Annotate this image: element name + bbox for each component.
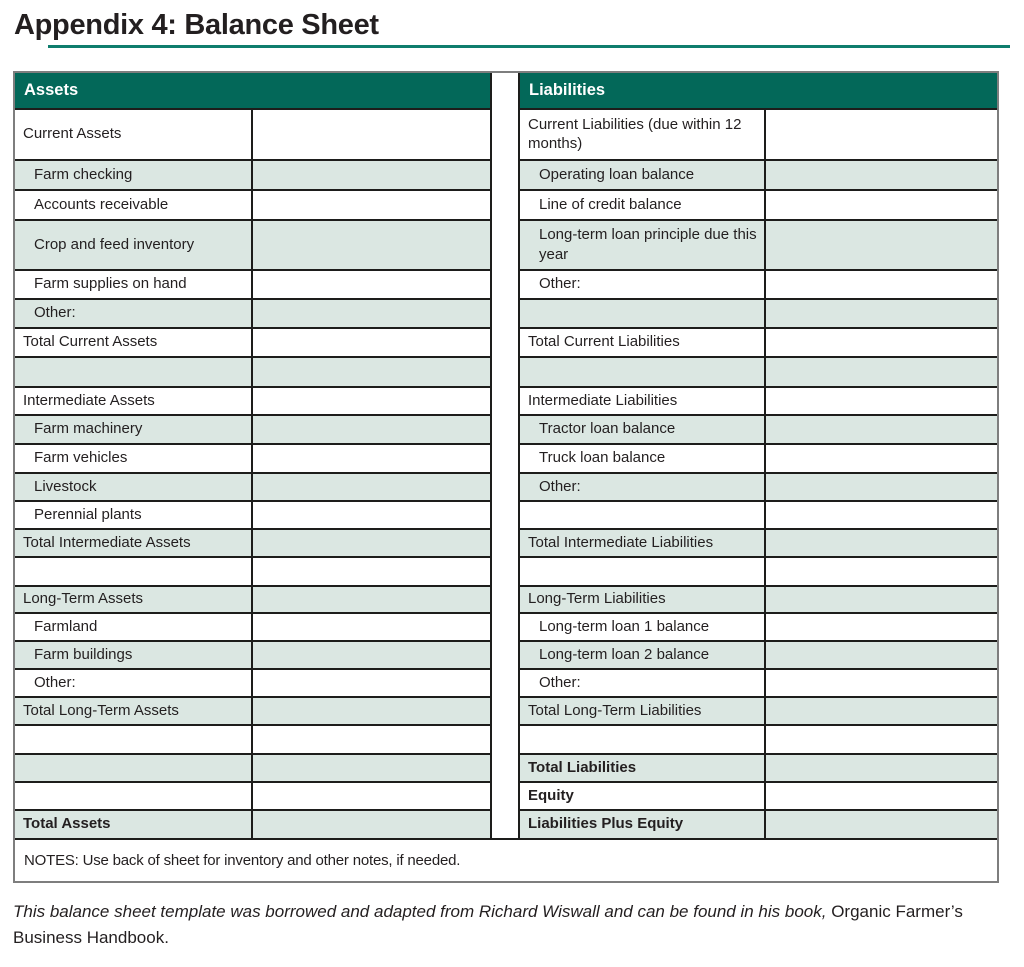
row-value-cell [766,558,997,585]
table-row [15,640,490,668]
table-row [520,159,997,189]
row-label: Total Long-Term Assets [15,698,253,724]
row-label: Total Intermediate Liabilities [520,530,766,556]
table-row [15,585,490,612]
row-value-cell [766,329,997,356]
row-value-cell [766,416,997,443]
table-row [520,556,997,585]
footer-attribution [13,899,1011,952]
liabilities-table [518,73,997,838]
row-label: Long-term loan 1 balance [520,614,766,640]
row-label [15,755,253,781]
notes-text: NOTES: Use back of sheet for inventory and other notes, if needed. [24,851,461,869]
table-row [520,414,997,443]
row-value-cell [766,698,997,724]
table-row [520,356,997,386]
table-row [520,781,997,809]
table-row [15,159,490,189]
table-row [15,472,490,500]
footer-book-title: Organic Farmer’s Business Handbook. [13,901,963,947]
table-row [15,269,490,298]
page-title: Appendix 4: Balance Sheet [14,9,379,41]
table-row [520,724,997,753]
table-row [15,809,490,838]
row-label: Accounts receivable [15,191,253,219]
row-value-cell [253,388,490,414]
row-value-cell [253,558,490,585]
row-value-cell [253,329,490,356]
row-label: Line of credit balance [520,191,766,219]
row-label: Total Current Assets [15,329,253,356]
row-label: Current Assets [15,110,253,159]
row-value-cell [253,811,490,838]
row-value-cell [253,358,490,386]
table-row [520,327,997,356]
row-value-cell [253,191,490,219]
table-row [520,386,997,414]
table-row [15,668,490,696]
row-value-cell [766,300,997,327]
balance-sheet-frame [13,71,999,883]
row-value-cell [253,161,490,189]
row-label: Truck loan balance [520,445,766,472]
row-value-cell [766,502,997,528]
table-row [15,781,490,809]
row-value-cell [766,221,997,269]
row-label [520,358,766,386]
row-label [15,726,253,753]
row-value-cell [766,191,997,219]
row-value-cell [253,474,490,500]
table-row [15,528,490,556]
row-label: Other: [15,300,253,327]
footer-italic-text: This balance sheet template was borrowed and adapted from Richard Wiswall and can be found in his book, [13,901,832,921]
table-row [15,108,490,159]
row-value-cell [766,783,997,809]
row-label: Farmland [15,614,253,640]
table-row [520,219,997,269]
table-row [15,724,490,753]
row-label [15,358,253,386]
row-value-cell [766,474,997,500]
assets-header-band: Assets [15,73,490,108]
row-label [15,783,253,809]
row-label [520,300,766,327]
row-value-cell [766,726,997,753]
table-row [15,556,490,585]
row-value-cell [253,587,490,612]
table-row [520,108,997,159]
row-label: Perennial plants [15,502,253,528]
row-label: Other: [520,474,766,500]
table-row [15,356,490,386]
row-value-cell [766,614,997,640]
table-row [15,696,490,724]
row-value-cell [253,530,490,556]
row-value-cell [253,642,490,668]
row-label: Total Current Liabilities [520,329,766,356]
notes-row [15,838,997,881]
row-label [520,726,766,753]
table-row [15,612,490,640]
row-value-cell [253,271,490,298]
table-gap [492,73,518,838]
row-label: Current Liabilities (due within 12 months) [520,110,766,159]
table-row [15,219,490,269]
table-row [15,298,490,327]
row-label: Farm buildings [15,642,253,668]
row-label: Farm supplies on hand [15,271,253,298]
row-value-cell [253,614,490,640]
row-label: Intermediate Liabilities [520,388,766,414]
row-label: Farm checking [15,161,253,189]
row-value-cell [766,388,997,414]
table-row [520,298,997,327]
row-value-cell [253,300,490,327]
row-value-cell [253,698,490,724]
table-row [15,443,490,472]
row-label: Farm vehicles [15,445,253,472]
table-row [520,500,997,528]
table-row [15,327,490,356]
row-label: Crop and feed inventory [15,221,253,269]
row-label: Livestock [15,474,253,500]
tables-container [15,73,997,838]
row-label: Long-Term Liabilities [520,587,766,612]
row-label: Operating loan balance [520,161,766,189]
row-label: Tractor loan balance [520,416,766,443]
row-value-cell [766,110,997,159]
row-label: Total Long-Term Liabilities [520,698,766,724]
table-row [520,443,997,472]
table-row [520,753,997,781]
title-rule [48,45,1010,48]
table-row [15,189,490,219]
row-label [15,558,253,585]
row-value-cell [766,445,997,472]
row-label: Total Assets [15,811,253,838]
table-row [520,809,997,838]
row-label: Equity [520,783,766,809]
liabilities-header-band: Liabilities [520,73,997,108]
row-label: Intermediate Assets [15,388,253,414]
row-value-cell [253,416,490,443]
table-row [520,612,997,640]
table-row [520,269,997,298]
liabilities-table-body [520,108,997,838]
table-row [15,500,490,528]
row-value-cell [253,670,490,696]
table-row [520,189,997,219]
row-value-cell [766,670,997,696]
row-value-cell [253,755,490,781]
row-label [520,558,766,585]
row-value-cell [253,783,490,809]
row-label: Other: [520,271,766,298]
row-value-cell [253,110,490,159]
row-label: Other: [15,670,253,696]
table-row [520,668,997,696]
row-label: Total Intermediate Assets [15,530,253,556]
assets-table [15,73,492,838]
row-value-cell [766,755,997,781]
table-row [15,414,490,443]
row-value-cell [253,502,490,528]
table-row [520,640,997,668]
row-label [520,502,766,528]
row-value-cell [253,445,490,472]
row-value-cell [766,811,997,838]
row-label: Long-term loan 2 balance [520,642,766,668]
row-value-cell [766,642,997,668]
table-row [520,528,997,556]
row-value-cell [253,726,490,753]
row-value-cell [766,161,997,189]
table-row [520,696,997,724]
row-value-cell [766,587,997,612]
row-label: Total Liabilities [520,755,766,781]
row-label: Farm machinery [15,416,253,443]
table-row [15,386,490,414]
row-value-cell [253,221,490,269]
row-label: Liabilities Plus Equity [520,811,766,838]
table-row [520,585,997,612]
row-value-cell [766,271,997,298]
assets-table-body [15,108,490,838]
row-label: Other: [520,670,766,696]
table-row [15,753,490,781]
row-value-cell [766,530,997,556]
row-label: Long-Term Assets [15,587,253,612]
row-label: Long-term loan principle due this year [520,221,766,269]
row-value-cell [766,358,997,386]
table-row [520,472,997,500]
